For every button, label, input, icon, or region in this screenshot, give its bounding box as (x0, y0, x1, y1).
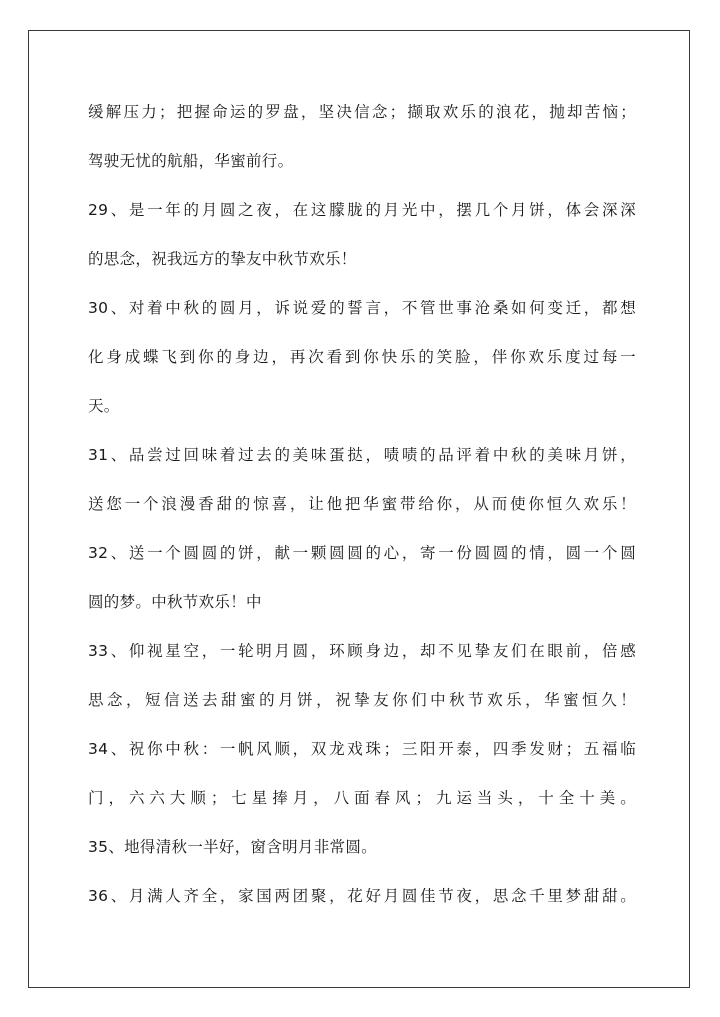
text-line: 缓解压力；把握命运的罗盘，坚决信念；撷取欢乐的浪花，抛却苦恼； (88, 103, 636, 121)
text-line: 圆的梦。中秋节欢乐！中 (88, 593, 262, 611)
text-line: 29、是一年的月圆之夜，在这朦胧的月光中，摆几个月饼，体会深深 (88, 201, 636, 219)
text-line: 36、月满人齐全，家国两团聚，花好月圆佳节夜，思念千里梦甜甜。 (88, 887, 636, 905)
text-line: 化身成蝶飞到你的身边，再次看到你快乐的笑脸，伴你欢乐度过每一 (88, 348, 636, 366)
text-line: 思念，短信送去甜蜜的月饼，祝挚友你们中秋节欢乐，华蜜恒久！ (88, 691, 636, 709)
text-line: 送您一个浪漫香甜的惊喜，让他把华蜜带给你，从而使你恒久欢乐！ (88, 495, 636, 513)
document-body (88, 95, 636, 928)
text-line: 34、祝你中秋：一帆风顺，双龙戏珠；三阳开泰，四季发财；五福临 (88, 740, 636, 758)
text-line: 30、对着中秋的圆月，诉说爱的誓言，不管世事沧桑如何变迁，都想 (88, 299, 636, 317)
text-line: 天。 (88, 397, 120, 415)
text-line: 门，六六大顺；七星捧月，八面春风；九运当头，十全十美。 (88, 789, 636, 807)
text-line: 32、送一个圆圆的饼，献一颗圆圆的心，寄一份圆圆的情，圆一个圆 (88, 544, 636, 562)
text-line: 35、地得清秋一半好，窗含明月非常圆。 (88, 838, 377, 856)
text-line: 的思念，祝我远方的挚友中秋节欢乐！ (88, 250, 357, 268)
text-line: 33、仰视星空，一轮明月圆，环顾身边，却不见挚友们在眼前，倍感 (88, 642, 636, 660)
text-line: 驾驶无忧的航船，华蜜前行。 (88, 152, 294, 170)
text-line: 31、品尝过回味着过去的美味蛋挞，啧啧的品评着中秋的美味月饼， (88, 446, 636, 464)
